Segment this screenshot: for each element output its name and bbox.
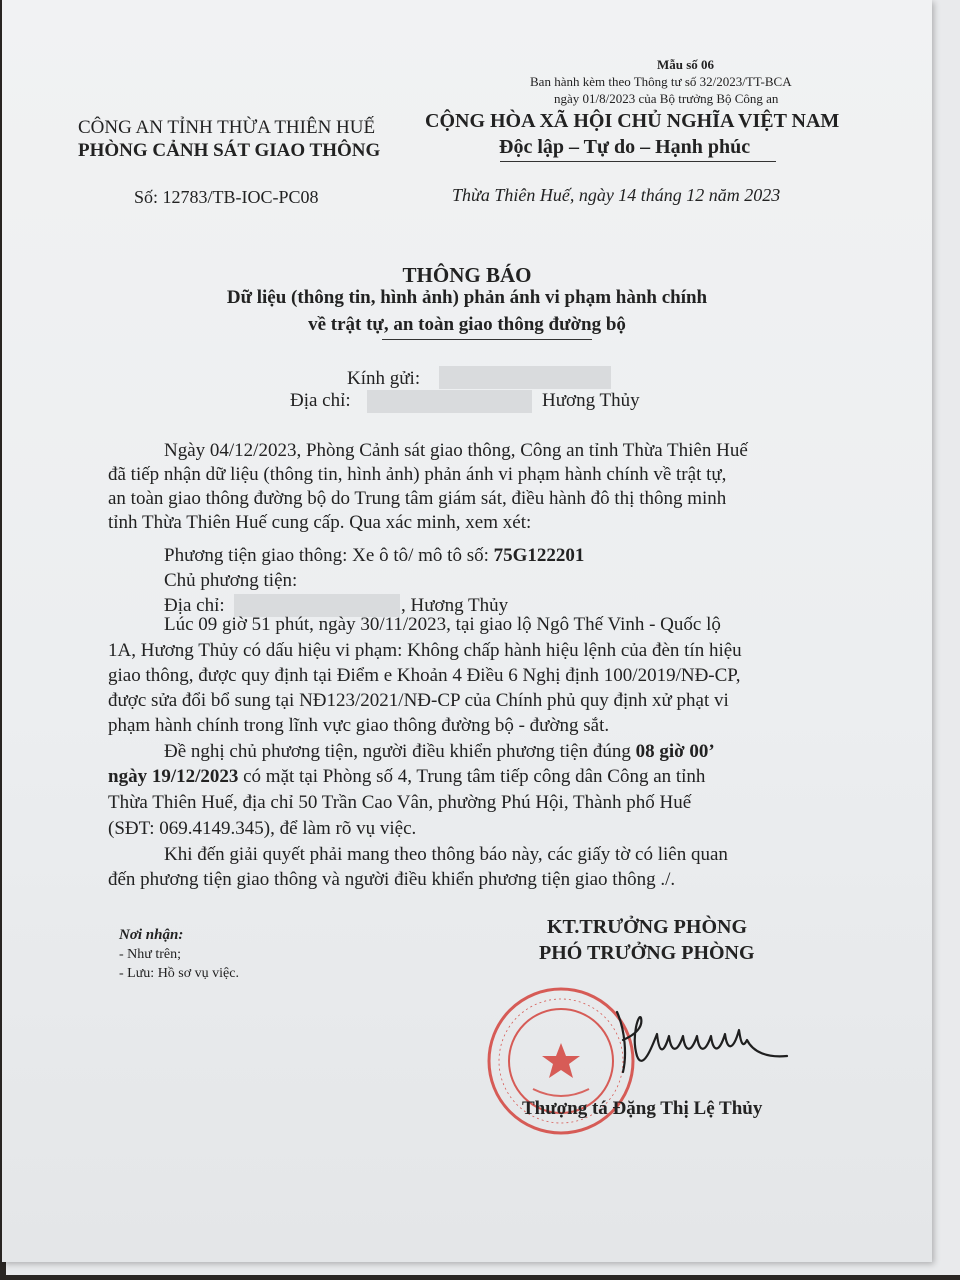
notice-title: THÔNG BÁO <box>402 263 532 287</box>
signature-position: PHÓ TRƯỞNG PHÒNG <box>539 942 755 964</box>
to-label: Kính gửi: <box>347 368 421 389</box>
recipients-item-2: - Lưu: Hồ sơ vụ việc. <box>119 966 239 981</box>
notice-subtitle-2: về trật tự, an toàn giao thông đường bộ <box>308 314 626 335</box>
paragraph-1-line-4: tỉnh Thừa Thiên Huế cung cấp. Qua xác minh, xem xét: <box>108 512 532 533</box>
handwritten-signature-icon <box>597 1000 797 1080</box>
title-underline <box>382 339 592 340</box>
recipients-item-1: - Như trên; <box>119 947 182 962</box>
recipients-heading: Nơi nhận: <box>119 927 184 943</box>
department-name: PHÒNG CẢNH SÁT GIAO THÔNG <box>78 140 381 161</box>
vehicle-plate: 75G122201 <box>493 545 585 566</box>
paragraph-4-line-1: Khi đến giải quyết phải mang theo thông báo này, các giấy tờ có liên quan <box>164 844 728 865</box>
paragraph-1-line-2: đã tiếp nhận dữ liệu (thông tin, hình ảnh) phản ánh vi phạm hành chính về trật tự, <box>108 464 727 485</box>
agency-name: CÔNG AN TỈNH THỪA THIÊN HUẾ <box>78 117 376 138</box>
paragraph-2-line-2: 1A, Hương Thủy có dấu hiệu vi phạm: Không chấp hành hiệu lệnh của đèn tín hiệu <box>108 640 742 661</box>
paragraph-2-line-4: được sửa đổi bổ sung tại NĐ123/2021/NĐ-CP của Chính phủ quy định xử phạt vi <box>108 690 729 711</box>
address-label: Địa chỉ: <box>290 390 351 411</box>
paragraph-2-line-3: giao thông, được quy định tại Điểm e Khoản 4 Điều 6 Nghị định 100/2019/NĐ-CP, <box>108 665 741 686</box>
paragraph-1-line-1: Ngày 04/12/2023, Phòng Cảnh sát giao thông, Công an tỉnh Thừa Thiên Huế <box>164 440 748 461</box>
paragraph-4-line-2: đến phương tiện giao thông và người điều khiển phương tiện giao thông ./. <box>108 869 676 890</box>
paragraph-2-line-1: Lúc 09 giờ 51 phút, ngày 30/11/2023, tại giao lộ Ngô Thế Vinh - Quốc lộ <box>164 614 721 635</box>
paragraph-3-request: Đề nghị chủ phương tiện, người điều khiển phương tiện đúng <box>164 741 631 762</box>
document-page <box>2 0 932 1262</box>
address-suffix: Hương Thủy <box>542 390 640 411</box>
redacted-recipient-address <box>367 390 532 413</box>
vehicle-line <box>164 545 584 567</box>
paragraph-3-line-3: Thừa Thiên Huế, địa chỉ 50 Trần Cao Vân, phường Phú Hội, Thành phố Huế <box>108 792 692 813</box>
appointment-time: 08 giờ 00’ <box>635 741 715 762</box>
vehicle-label: Phương tiện giao thông: Xe ô tô/ mô tô số: <box>164 545 489 566</box>
owner-address-label: Địa chỉ: <box>164 595 225 616</box>
document-number: Số: 12783/TB-IOC-PC08 <box>134 187 319 207</box>
motto-underline <box>500 161 776 162</box>
paragraph-3-line-4: (SĐT: 069.4149.345), để làm rõ vụ việc. <box>108 818 417 839</box>
form-number: Mẫu số 06 <box>657 57 715 72</box>
paragraph-1-line-3: an toàn giao thông đường bộ do Trung tâm giám sát, điều hành đô thị thông minh <box>108 488 727 509</box>
redacted-recipient-name <box>439 366 611 389</box>
national-title: CỘNG HÒA XÃ HỘI CHỦ NGHĨA VIỆT NAM <box>425 110 840 132</box>
issued-by-line-1: Ban hành kèm theo Thông tư số 32/2023/TT-BCA <box>530 74 792 89</box>
paragraph-2-line-5: phạm hành chính trong lĩnh vực giao thông đường bộ - đường sắt. <box>108 715 610 736</box>
owner-label: Chủ phương tiện: <box>164 570 298 591</box>
paragraph-3-line-1 <box>164 741 715 763</box>
signer-name: Thượng tá Đặng Thị Lệ Thủy <box>522 1098 763 1119</box>
issued-by-line-2: ngày 01/8/2023 của Bộ trưởng Bộ Công an <box>554 91 779 106</box>
signature-authority: KT.TRƯỞNG PHÒNG <box>547 916 747 938</box>
place-and-date: Thừa Thiên Huế, ngày 14 tháng 12 năm 2023 <box>452 185 781 205</box>
appointment-place: có mặt tại Phòng số 4, Trung tâm tiếp công dân Công an tỉnh <box>243 766 706 787</box>
notice-subtitle-1: Dữ liệu (thông tin, hình ảnh) phản ánh vi phạm hành chính <box>226 287 708 308</box>
owner-address-suffix: , Hương Thủy <box>401 595 509 616</box>
paragraph-3-line-2 <box>108 766 705 788</box>
national-motto: Độc lập – Tự do – Hạnh phúc <box>499 136 751 158</box>
appointment-date: ngày 19/12/2023 <box>108 766 239 787</box>
